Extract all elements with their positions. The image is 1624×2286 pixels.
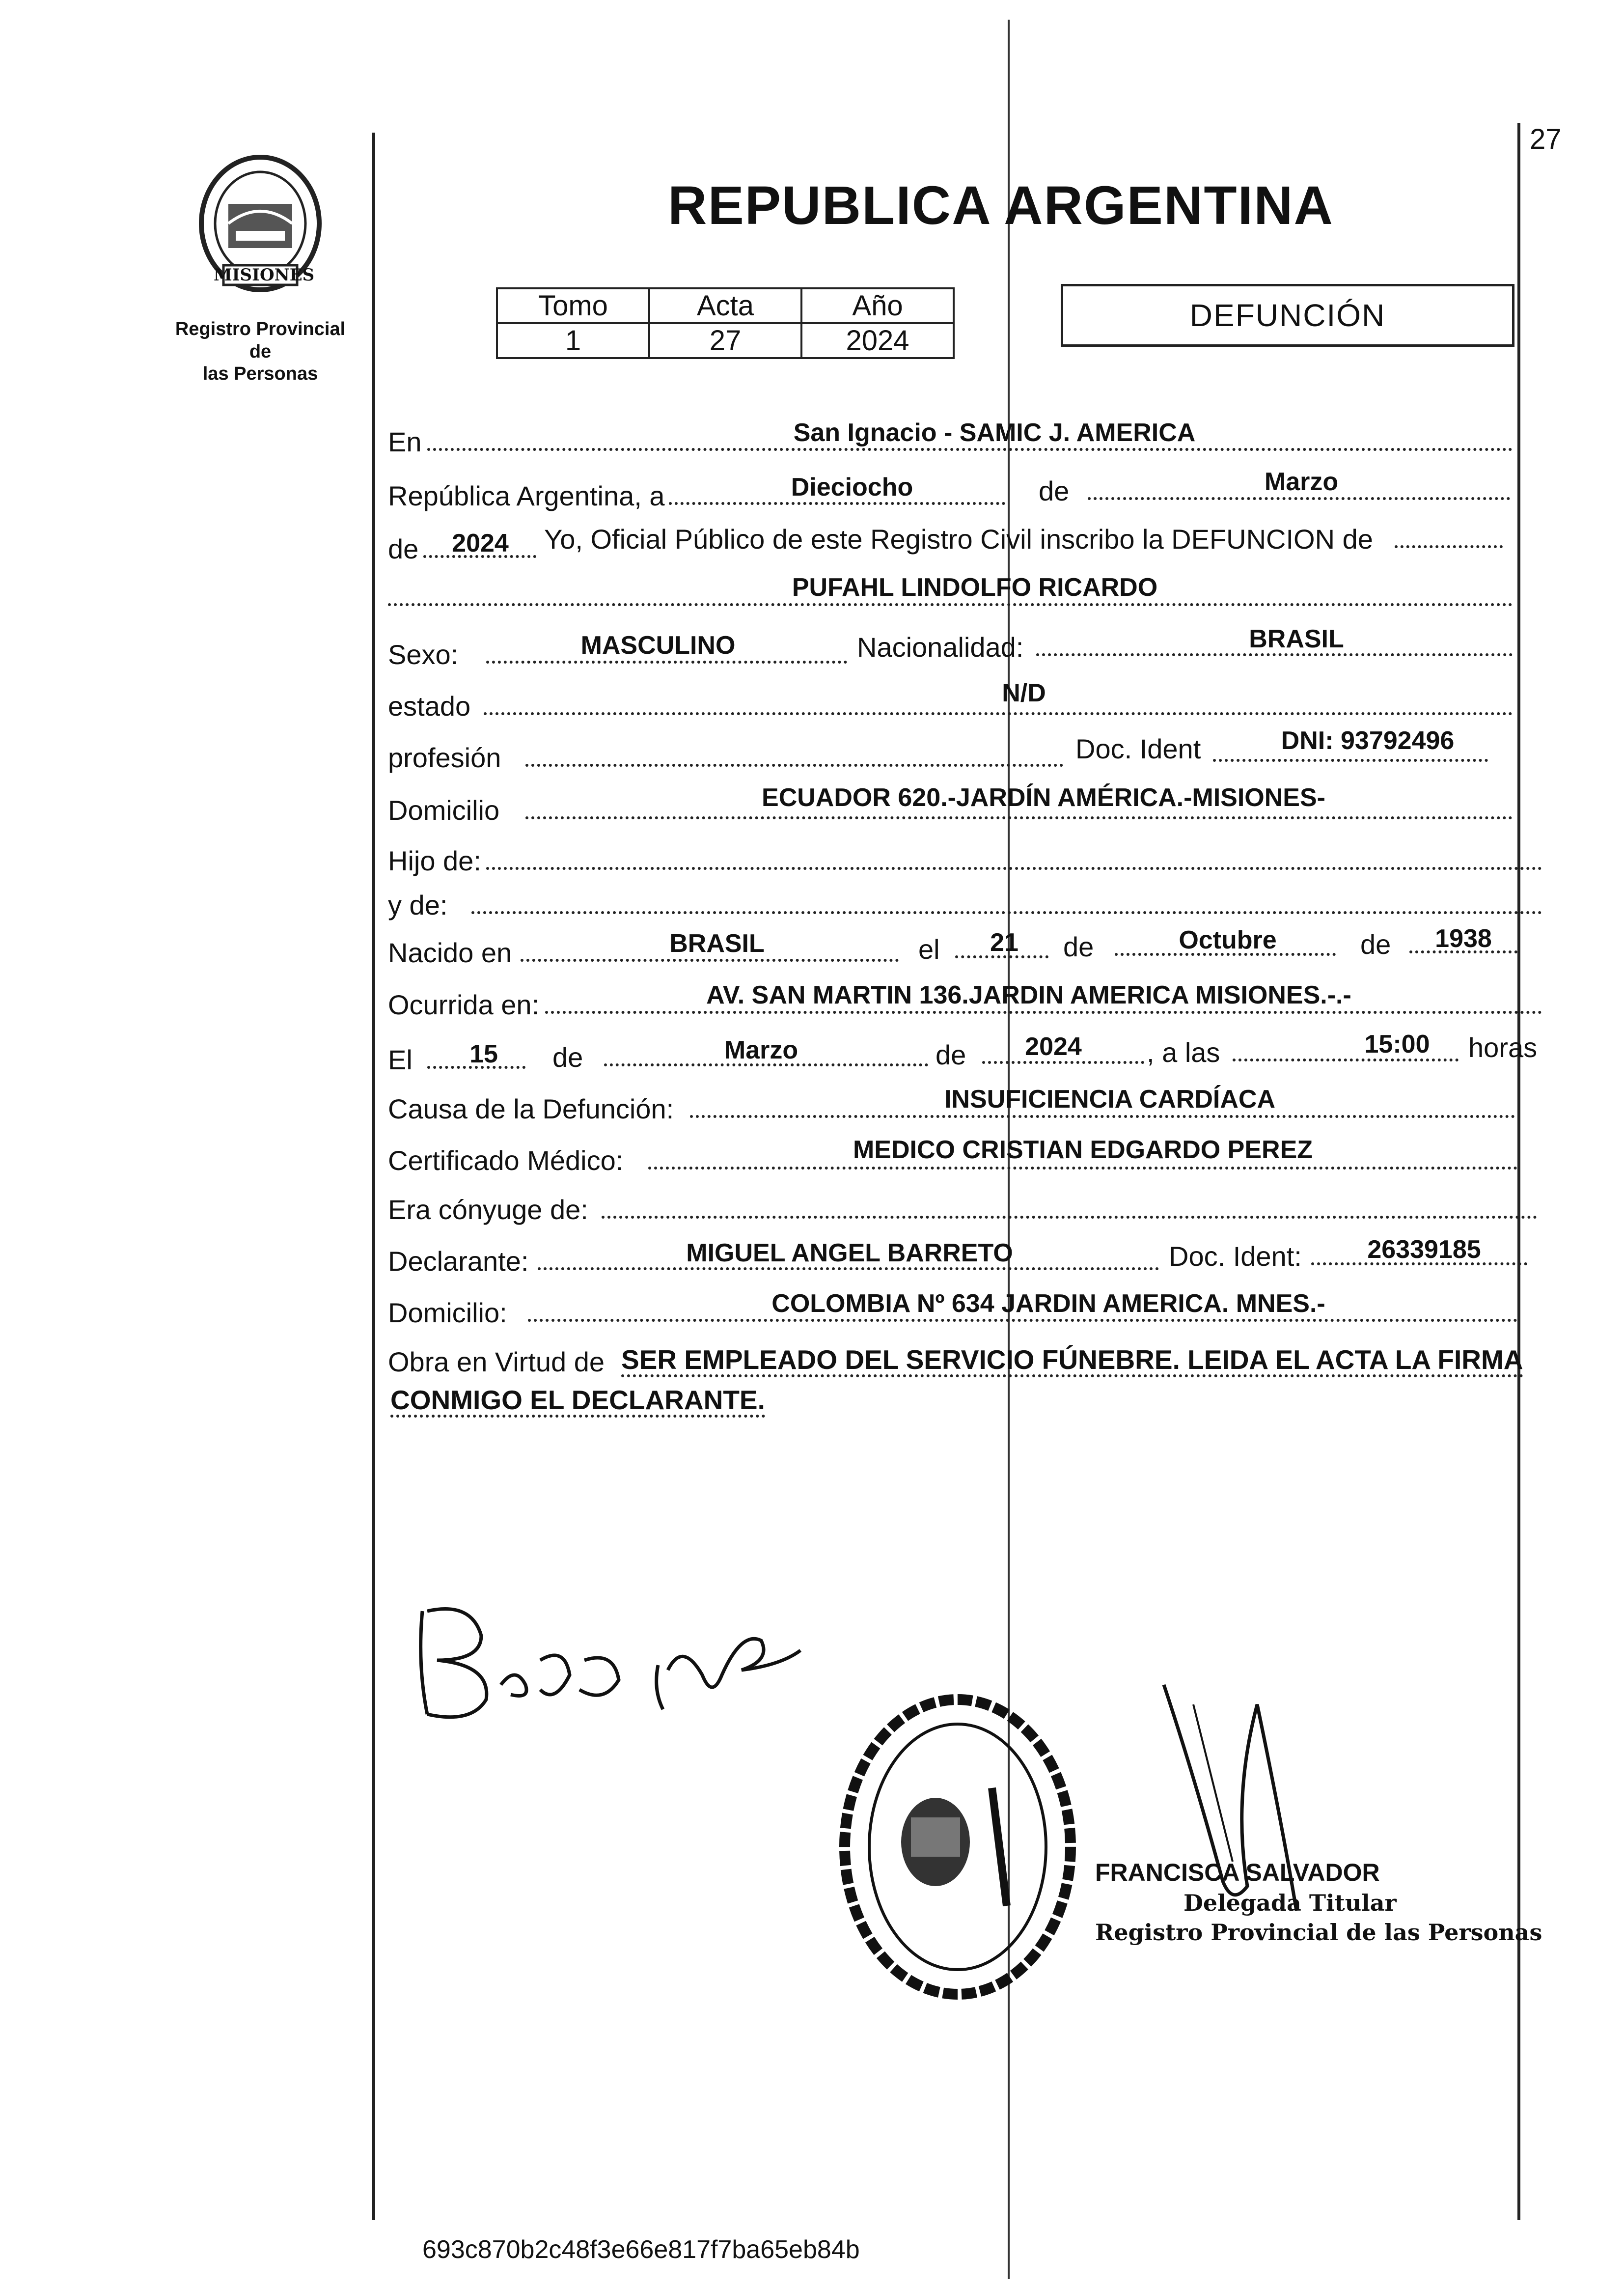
fecha-month: Marzo <box>724 1036 798 1064</box>
nacido-el: el <box>918 934 940 965</box>
nacido-label: Nacido en <box>388 937 512 968</box>
certificado-value: MEDICO CRISTIAN EDGARDO PEREZ <box>853 1136 1313 1164</box>
fecha-year-line <box>982 1061 1144 1064</box>
declarante-value: MIGUEL ANGEL BARRETO <box>686 1239 1013 1267</box>
hijo-label: Hijo de: <box>388 845 481 876</box>
obra-value-line2: CONMIGO EL DECLARANTE. <box>390 1386 765 1418</box>
declarant-signature-icon <box>408 1591 830 1729</box>
republica-day-line <box>669 502 1005 505</box>
table-value-acta: 27 <box>649 323 801 358</box>
fecha-horas: horas <box>1468 1032 1538 1063</box>
declarante-doc-value: 26339185 <box>1367 1235 1481 1264</box>
table-header-anio: Año <box>801 288 954 323</box>
deceased-name: PUFAHL LINDOLFO RICARDO <box>792 573 1158 602</box>
domicilio-label: Domicilio <box>388 795 500 826</box>
nacionalidad-line <box>1036 653 1513 656</box>
page-title: REPUBLICA ARGENTINA <box>668 175 1334 236</box>
officer-office: Registro Provincial de las Personas <box>1095 1919 1542 1946</box>
anio-year: 2024 <box>452 529 509 558</box>
domicilio-line <box>525 816 1513 819</box>
profesion-label: profesión <box>388 742 501 773</box>
doc-ident-value: DNI: 93792496 <box>1281 726 1455 755</box>
certificado-line <box>648 1167 1517 1170</box>
declarante-line <box>538 1267 1159 1270</box>
anio-label: de <box>388 533 419 564</box>
officer-role: Delegada Titular <box>1184 1890 1397 1916</box>
nacionalidad-value: BRASIL <box>1249 625 1344 653</box>
hijo-line <box>486 867 1542 870</box>
doc-ident-label: Doc. Ident <box>1075 733 1201 764</box>
record-type-box <box>1061 284 1514 347</box>
fecha-time: 15:00 <box>1364 1030 1430 1059</box>
fecha-de1: de <box>552 1042 583 1073</box>
domicilio2-label: Domicilio: <box>388 1297 507 1328</box>
causa-label: Causa de la Defunción: <box>388 1093 674 1124</box>
anio-text: Yo, Oficial Público de este Registro Civil inscribo la DEFUNCION de <box>544 524 1373 555</box>
nacionalidad-label: Nacionalidad: <box>857 632 1024 663</box>
anio-end-line <box>1395 545 1503 548</box>
table-value-anio: 2024 <box>801 323 954 358</box>
nacido-de2: de <box>1360 929 1391 960</box>
republica-month-line <box>1088 497 1510 500</box>
yde-label: y de: <box>388 890 448 920</box>
fecha-time-line <box>1233 1059 1459 1061</box>
doc-ident-line <box>1213 759 1488 762</box>
certificado-label: Certificado Médico: <box>388 1145 624 1176</box>
yde-line <box>471 911 1542 914</box>
en-label: En <box>388 426 422 457</box>
nacido-year: 1938 <box>1435 924 1492 953</box>
sexo-value: MASCULINO <box>580 631 736 660</box>
fecha-label: El <box>388 1044 413 1075</box>
profesion-line <box>525 764 1063 767</box>
nacido-month: Octubre <box>1179 926 1277 954</box>
left-margin-rule <box>372 133 375 2220</box>
nacido-place-line <box>521 959 899 962</box>
table-header-acta: Acta <box>649 288 801 323</box>
estado-value: N/D <box>1002 679 1046 707</box>
republica-month: Marzo <box>1264 468 1339 496</box>
causa-value: INSUFICIENCIA CARDÍACA <box>944 1085 1276 1114</box>
fecha-alas: , a las <box>1147 1037 1220 1068</box>
obra-label: Obra en Virtud de <box>388 1346 605 1377</box>
republica-day: Dieciocho <box>791 473 913 502</box>
estado-line <box>484 712 1513 715</box>
nacido-place: BRASIL <box>669 929 765 958</box>
page-number: 27 <box>1530 123 1562 155</box>
ocurrida-value: AV. SAN MARTIN 136.JARDIN AMERICA MISIONES.-.- <box>706 981 1351 1009</box>
officer-stamp <box>1095 1857 1542 1948</box>
domicilio2-value: COLOMBIA Nº 634 JARDIN AMERICA. MNES.- <box>771 1289 1325 1318</box>
ocurrida-label: Ocurrida en: <box>388 989 540 1020</box>
causa-line <box>690 1115 1515 1118</box>
registry-label: Registro Provincial de las Personas <box>175 319 346 385</box>
name-line <box>388 603 1513 606</box>
nacido-de1: de <box>1063 931 1094 962</box>
en-line <box>427 448 1513 451</box>
domicilio2-line <box>528 1319 1517 1322</box>
document-hash: 693c870b2c48f3e66e817f7ba65eb84b <box>422 2235 860 2264</box>
estado-label: estado <box>388 691 471 722</box>
record-table <box>496 287 955 359</box>
obra-value-line1: SER EMPLEADO DEL SERVICIO FÚNEBRE. LEIDA EL ACTA LA FIRMA <box>621 1346 1523 1377</box>
nacido-day: 21 <box>990 928 1018 957</box>
republica-de: de <box>1039 475 1070 506</box>
record-type: DEFUNCIÓN <box>1189 298 1386 333</box>
conyuge-line <box>602 1216 1537 1219</box>
fecha-de2: de <box>936 1039 966 1070</box>
declarante-label: Declarante: <box>388 1246 529 1277</box>
ocurrida-line <box>545 1011 1542 1014</box>
fecha-year: 2024 <box>1025 1032 1082 1061</box>
sexo-label: Sexo: <box>388 639 459 670</box>
official-seal-icon <box>830 1690 1085 2004</box>
conyuge-label: Era cónyuge de: <box>388 1194 588 1225</box>
declarante-doc-label: Doc. Ident: <box>1169 1241 1302 1272</box>
domicilio-value: ECUADOR 620.-JARDÍN AMÉRICA.-MISIONES- <box>762 783 1325 812</box>
fecha-day: 15 <box>469 1040 498 1068</box>
emblem-text-bottom: MISIONES <box>214 265 315 285</box>
table-header-tomo: Tomo <box>497 288 649 323</box>
sexo-line <box>486 661 847 664</box>
table-value-tomo: 1 <box>497 323 649 358</box>
republica-label: República Argentina, a <box>388 480 665 511</box>
officer-name: FRANCISCA SALVADOR <box>1095 1859 1380 1886</box>
en-value: San Ignacio - SAMIC J. AMERICA <box>793 418 1196 447</box>
